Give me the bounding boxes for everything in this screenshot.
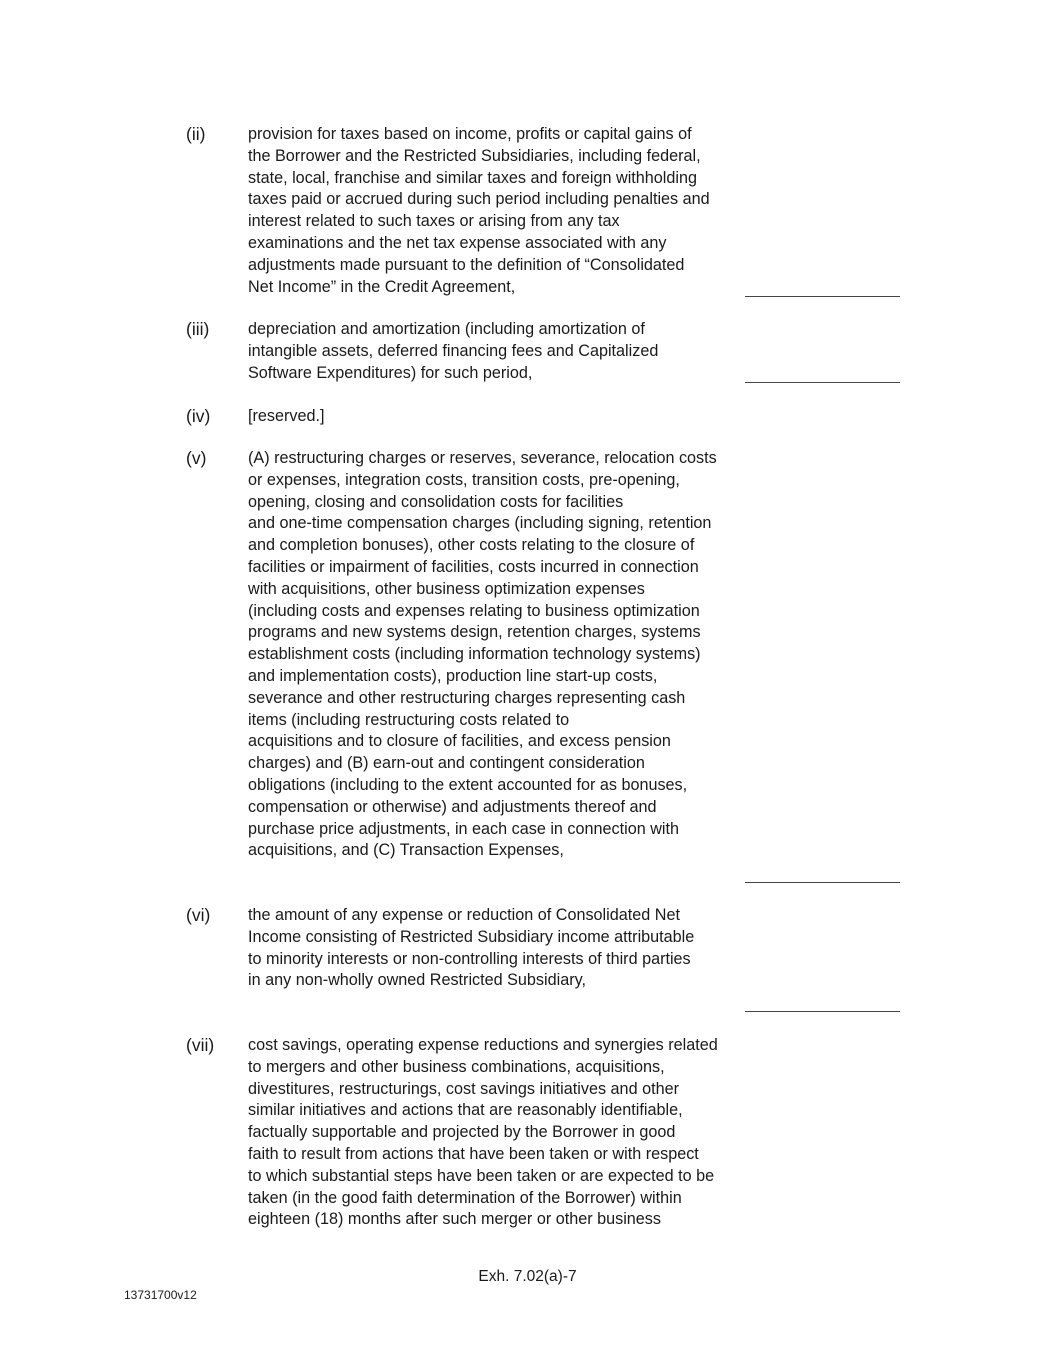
text-line: the Borrower and the Restricted Subsidiaries, including federal, (248, 146, 701, 165)
text-line: items (including restructuring costs related to (248, 710, 570, 729)
text-line: establishment costs (including information technology systems) (248, 645, 701, 664)
document-id: 13731700v12 (124, 1288, 197, 1302)
text-line: similar initiatives and actions that are reasonably identifiable, (248, 1101, 683, 1120)
clause-text (248, 124, 748, 298)
text-line: or expenses, integration costs, transition costs, pre-opening, (248, 470, 680, 489)
amount-blank-line (745, 1011, 900, 1012)
text-line: the amount of any expense or reduction of Consolidated Net (248, 906, 680, 924)
text-line: acquisitions, and (C) Transaction Expenses, (248, 841, 564, 860)
text-line: state, local, franchise and similar taxes and foreign withholding (248, 168, 697, 187)
text-line: Software Expenditures) for such period, (248, 363, 533, 382)
clause-number: (ii) (186, 124, 206, 144)
text-line: factually supportable and projected by the Borrower in good (248, 1123, 676, 1142)
text-line: interest related to such taxes or arising from any tax (248, 212, 620, 231)
amount-blank-line (745, 882, 900, 883)
text-line: (A) restructuring charges or reserves, severance, relocation costs (248, 449, 717, 467)
clause-text (248, 905, 748, 992)
amount-blank-line (745, 296, 900, 297)
clause-number: (vi) (186, 905, 211, 925)
text-line: with acquisitions, other business optimization expenses (248, 579, 645, 598)
text-line: taxes paid or accrued during such period including penalties and (248, 190, 710, 209)
text-line: examinations and the net tax expense associated with any (248, 233, 667, 252)
text-line: (including costs and expenses relating to business optimization (248, 601, 700, 620)
text-line: and completion bonuses), other costs relating to the closure of (248, 536, 695, 555)
text-line: divestitures, restructurings, cost savings initiatives and other (248, 1079, 679, 1098)
text-line: eighteen (18) months after such merger or other business (248, 1210, 661, 1229)
text-line: adjustments made pursuant to the definition of “Consolidated (248, 255, 685, 274)
text-line: purchase price adjustments, in each case in connection with (248, 819, 680, 838)
text-line: taken (in the good faith determination of the Borrower) within (248, 1188, 682, 1207)
text-line: cost savings, operating expense reductions and synergies related (248, 1036, 718, 1054)
text-line: facilities or impairment of facilities, costs incurred in connection (248, 557, 699, 576)
clause-text (248, 448, 748, 862)
clause-text (248, 1035, 748, 1231)
text-line: to minority interests or non-controlling interests of third parties (248, 949, 691, 968)
text-line: Income consisting of Restricted Subsidiary income attributable (248, 927, 695, 946)
text-line: to which substantial steps have been taken or are expected to be (248, 1166, 715, 1185)
clause-number: (vii) (186, 1035, 215, 1055)
clause-number: (v) (186, 448, 207, 468)
text-line: faith to result from actions that have been taken or with respect (248, 1144, 699, 1163)
text-line: to mergers and other business combinations, acquisitions, (248, 1057, 665, 1076)
text-line: opening, closing and consolidation costs for facilities (248, 492, 624, 511)
text-line: programs and new systems design, retention charges, systems (248, 623, 701, 642)
text-line: charges) and (B) earn-out and contingent consideration (248, 754, 645, 773)
text-line: depreciation and amortization (including amortization of (248, 320, 645, 338)
text-line: severance and other restructuring charges representing cash (248, 688, 686, 707)
text-line: and one-time compensation charges (including signing, retention (248, 514, 712, 533)
text-line: obligations (including to the extent accounted for as bonuses, (248, 775, 688, 794)
clause-number: (iii) (186, 319, 210, 339)
text-line: Net Income” in the Credit Agreement, (248, 277, 516, 296)
text-line: acquisitions and to closure of facilities, and excess pension (248, 732, 671, 751)
clause-text (248, 406, 748, 428)
text-line: in any non-wholly owned Restricted Subsidiary, (248, 971, 587, 990)
text-line: provision for taxes based on income, profits or capital gains of (248, 125, 692, 143)
amount-blank-line (745, 382, 900, 383)
text-line: and implementation costs), production line start-up costs, (248, 666, 658, 685)
text-line: compensation or otherwise) and adjustments thereof and (248, 797, 657, 816)
clause-number: (iv) (186, 406, 211, 426)
clause-text (248, 319, 748, 384)
page-label: Exh. 7.02(a)-7 (478, 1268, 577, 1285)
text-line: intangible assets, deferred financing fees and Capitalized (248, 341, 659, 360)
text-line: [reserved.] (248, 407, 325, 425)
